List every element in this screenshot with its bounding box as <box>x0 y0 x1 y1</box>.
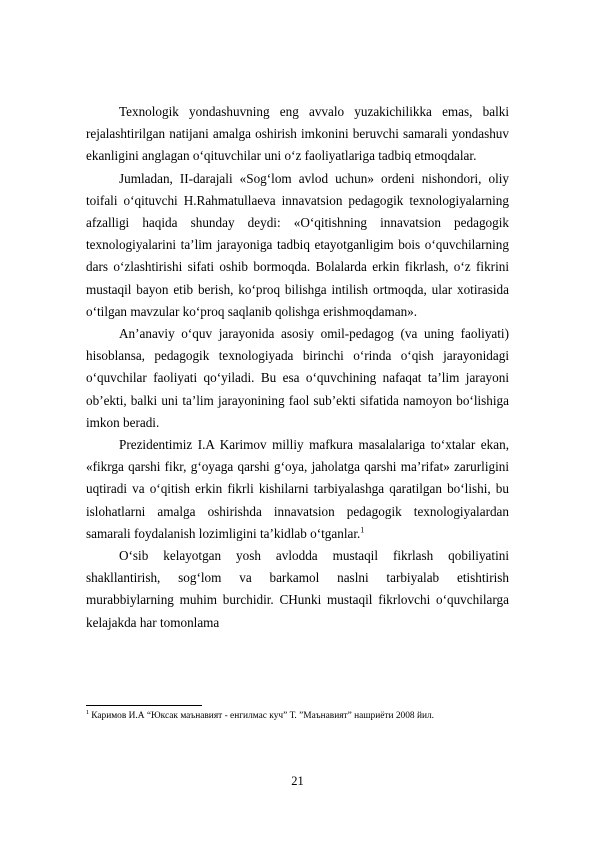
body-text <box>86 101 509 634</box>
paragraph-2: Jumladan, II-darajali «Sog‘lom avlod uchun» ordeni nishondori, oliy toifali o‘qituvchi H.Rahmatullaeva innavatsion pedagogik texnologiyalarning afzalligi haqida shunday deydi: «O‘qitishning innavatsion pedagogik texnologiyalarini ta’lim jarayoniga tadbiq etayotganligim bois o‘quvchilarning dars o‘zlashtirishi sifati oshib bormoqda. Bolalarda erkin fikrlash, o‘z fikrini mustaqil bayon etib berish, ko‘proq bilishga intilish ortmoqda, ular xotirasida o‘tilgan mavzular ko‘proq saqlanib qolishga erishmoqdaman». <box>86 170 509 319</box>
footnote-number: 1 <box>86 708 90 716</box>
footnote-reference[interactable]: 1 <box>360 525 365 535</box>
footnote-text: Каримов И.А “Юксак маънавият - енгилмас куч” Т. ”Маънавият” нашриёти 2008 йил. <box>91 711 435 721</box>
paragraph-4 <box>86 434 509 545</box>
footnote <box>86 710 526 722</box>
paragraph-1: Texnologik yondashuvning eng avvalo yuzakichilikka emas, balki rejalashtirilgan natijani amalga oshirish imkonini beruvchi samarali yondashuv ekanligini anglagan o‘qituvchilar uni o‘z faoliyatlariga tadbiq etmoqdalar. <box>86 104 509 164</box>
paragraph-5: O‘sib kelayotgan yosh avlodda mustaqil fikrlash qobiliyatini shakllantirish, sog‘lom va barkamol naslni tarbiyalab etishtirish murabbiylarning muhim burchidir. CHunki mustaqil fikrlovchi o‘quvchilarga kelajakda har tomonlama <box>86 548 509 630</box>
paragraph-3: An’anaviy o‘quv jarayonida asosiy omil-pedagog (va uning faoliyati) hisoblansa, pedagogik texnologiyada birinchi o‘rinda o‘qish jarayonidagi o‘quvchilar faoliyati qo‘yiladi. Bu esa o‘quvchining nafaqat ta’lim jarayoni ob’ekti, balki uni ta’lim jarayonining faol sub’ekti sifatida namoyon bo‘lishiga imkon beradi. <box>86 326 509 430</box>
footnote-divider <box>86 705 202 706</box>
page-number: 21 <box>291 774 304 788</box>
paragraph-4-text: Prezidentimiz I.A Karimov milliy mafkura masalalariga to‘xtalar ekan, «fikrga qarshi fikr, g‘oyaga qarshi g‘oya, jaholatga qarshi ma’rifat» zarurligini uqtiradi va o‘qitish erkin fikrli kishilarni tarbiyalashga qaratilgan bo‘lishi, bu islohatlarni amalga oshirishda innavatsion pedagogik texnologiyalardan samarali foydalanish lozimligini ta’kidlab o‘tganlar. <box>86 437 509 541</box>
